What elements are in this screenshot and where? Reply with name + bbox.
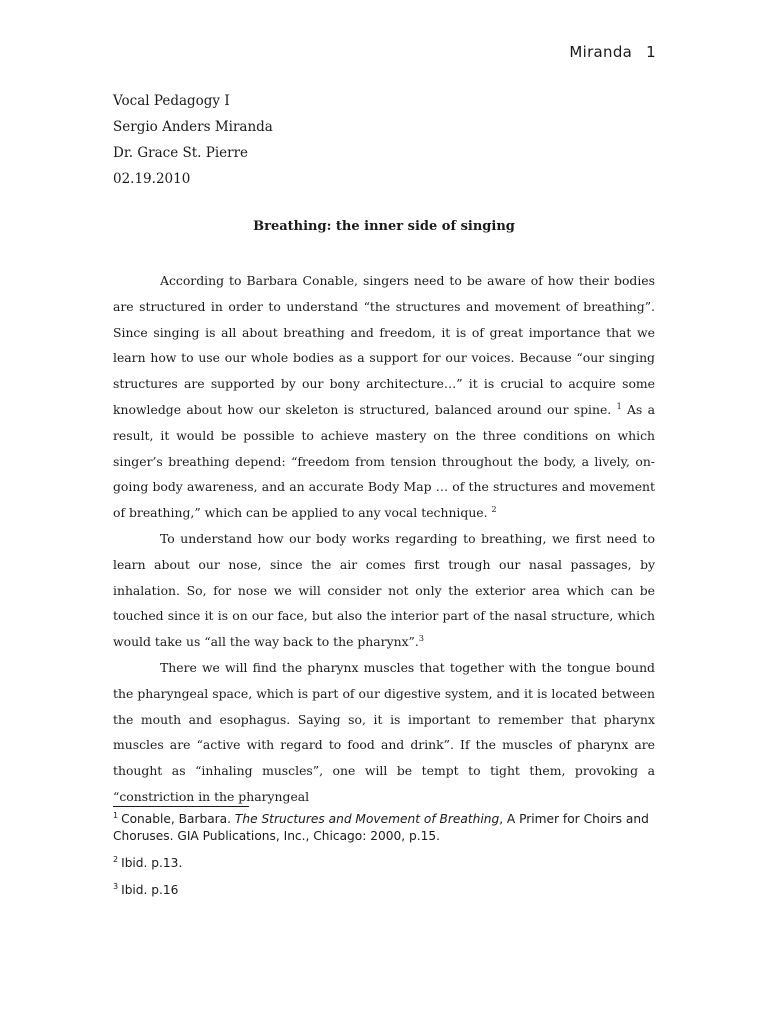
footnote-2	[113, 855, 658, 872]
paragraph-2	[113, 526, 655, 655]
student-name: Sergio Anders Miranda	[113, 119, 273, 135]
footnote-3-number: 3	[113, 881, 119, 891]
footnote-1-title: The Structures and Movement of Breathing	[234, 812, 500, 826]
header-author-surname: Miranda	[569, 43, 633, 61]
footnote-ref-1: 1	[616, 401, 622, 411]
body-text	[113, 268, 655, 810]
heading-block	[113, 88, 273, 192]
paragraph-3-text: There we will find the pharynx muscles that together with the tongue bound the pharyngeal space, which is part of our digestive system, and it is located between the mouth and esophagus. Saying so, it is important to remember that pharynx muscles are “active with regard to food and drink”. If the muscles of pharynx are thought as “inhaling muscles”, one will be tempt to tight them, provoking a “constriction in the pharyngeal	[113, 659, 655, 804]
paragraph-2-text: To understand how our body works regarding to breathing, we first need to learn about our nose, since the air comes first trough our nasal passages, by inhalation. So, for nose we will consider not only the exterior area which can be touched since it is on our face, but also the interior part of the nasal structure, which would take us “all the way back to the pharynx”.	[113, 530, 655, 650]
footnote-1	[113, 811, 658, 845]
footnote-2-text: Ibid. p.13.	[121, 856, 183, 870]
document-date: 02.19.2010	[113, 171, 191, 187]
footnote-ref-2: 2	[491, 505, 497, 515]
footnote-separator	[113, 806, 249, 807]
page-number: 1	[646, 43, 656, 61]
footnote-3	[113, 882, 658, 899]
footnote-1-number: 1	[113, 810, 119, 820]
paragraph-1	[113, 268, 655, 526]
footnote-ref-3: 3	[418, 634, 424, 644]
paragraph-1-part-1: According to Barbara Conable, singers need to be aware of how their bodies are structured in order to understand “the structures and movement of breathing”. Since singing is all about breathing and freedom, it is of great importance that we learn how to use our whole bodies as a support for our voices. Because “our singing structures are supported by our bony architecture…” it is crucial to acquire some knowledge about how our skeleton is structured, balanced around our spine.	[113, 273, 655, 417]
running-header	[569, 43, 656, 61]
document-title: Breathing: the inner side of singing	[253, 219, 515, 234]
footnote-1-suffix: , A Primer for Choirs and Choruses. GIA Publications, Inc., Chicago: 2000, p.15.	[113, 812, 649, 843]
course-name: Vocal Pedagogy I	[113, 93, 230, 109]
footnotes	[113, 811, 658, 909]
paragraph-1-part-2: As a result, it would be possible to achieve mastery on the three conditions on which singer’s breathing depend: “freedom from tension throughout the body, a lively, on-going body awareness, and an accurate Body Map … of the structures and movement of breathing,” which can be applied to any vocal technique.	[113, 401, 655, 521]
footnote-1-prefix: Conable, Barbara.	[121, 812, 235, 826]
footnote-3-text: Ibid. p.16	[121, 883, 179, 897]
instructor-name: Dr. Grace St. Pierre	[113, 145, 249, 161]
footnote-2-number: 2	[113, 854, 119, 864]
paragraph-3	[113, 655, 655, 810]
